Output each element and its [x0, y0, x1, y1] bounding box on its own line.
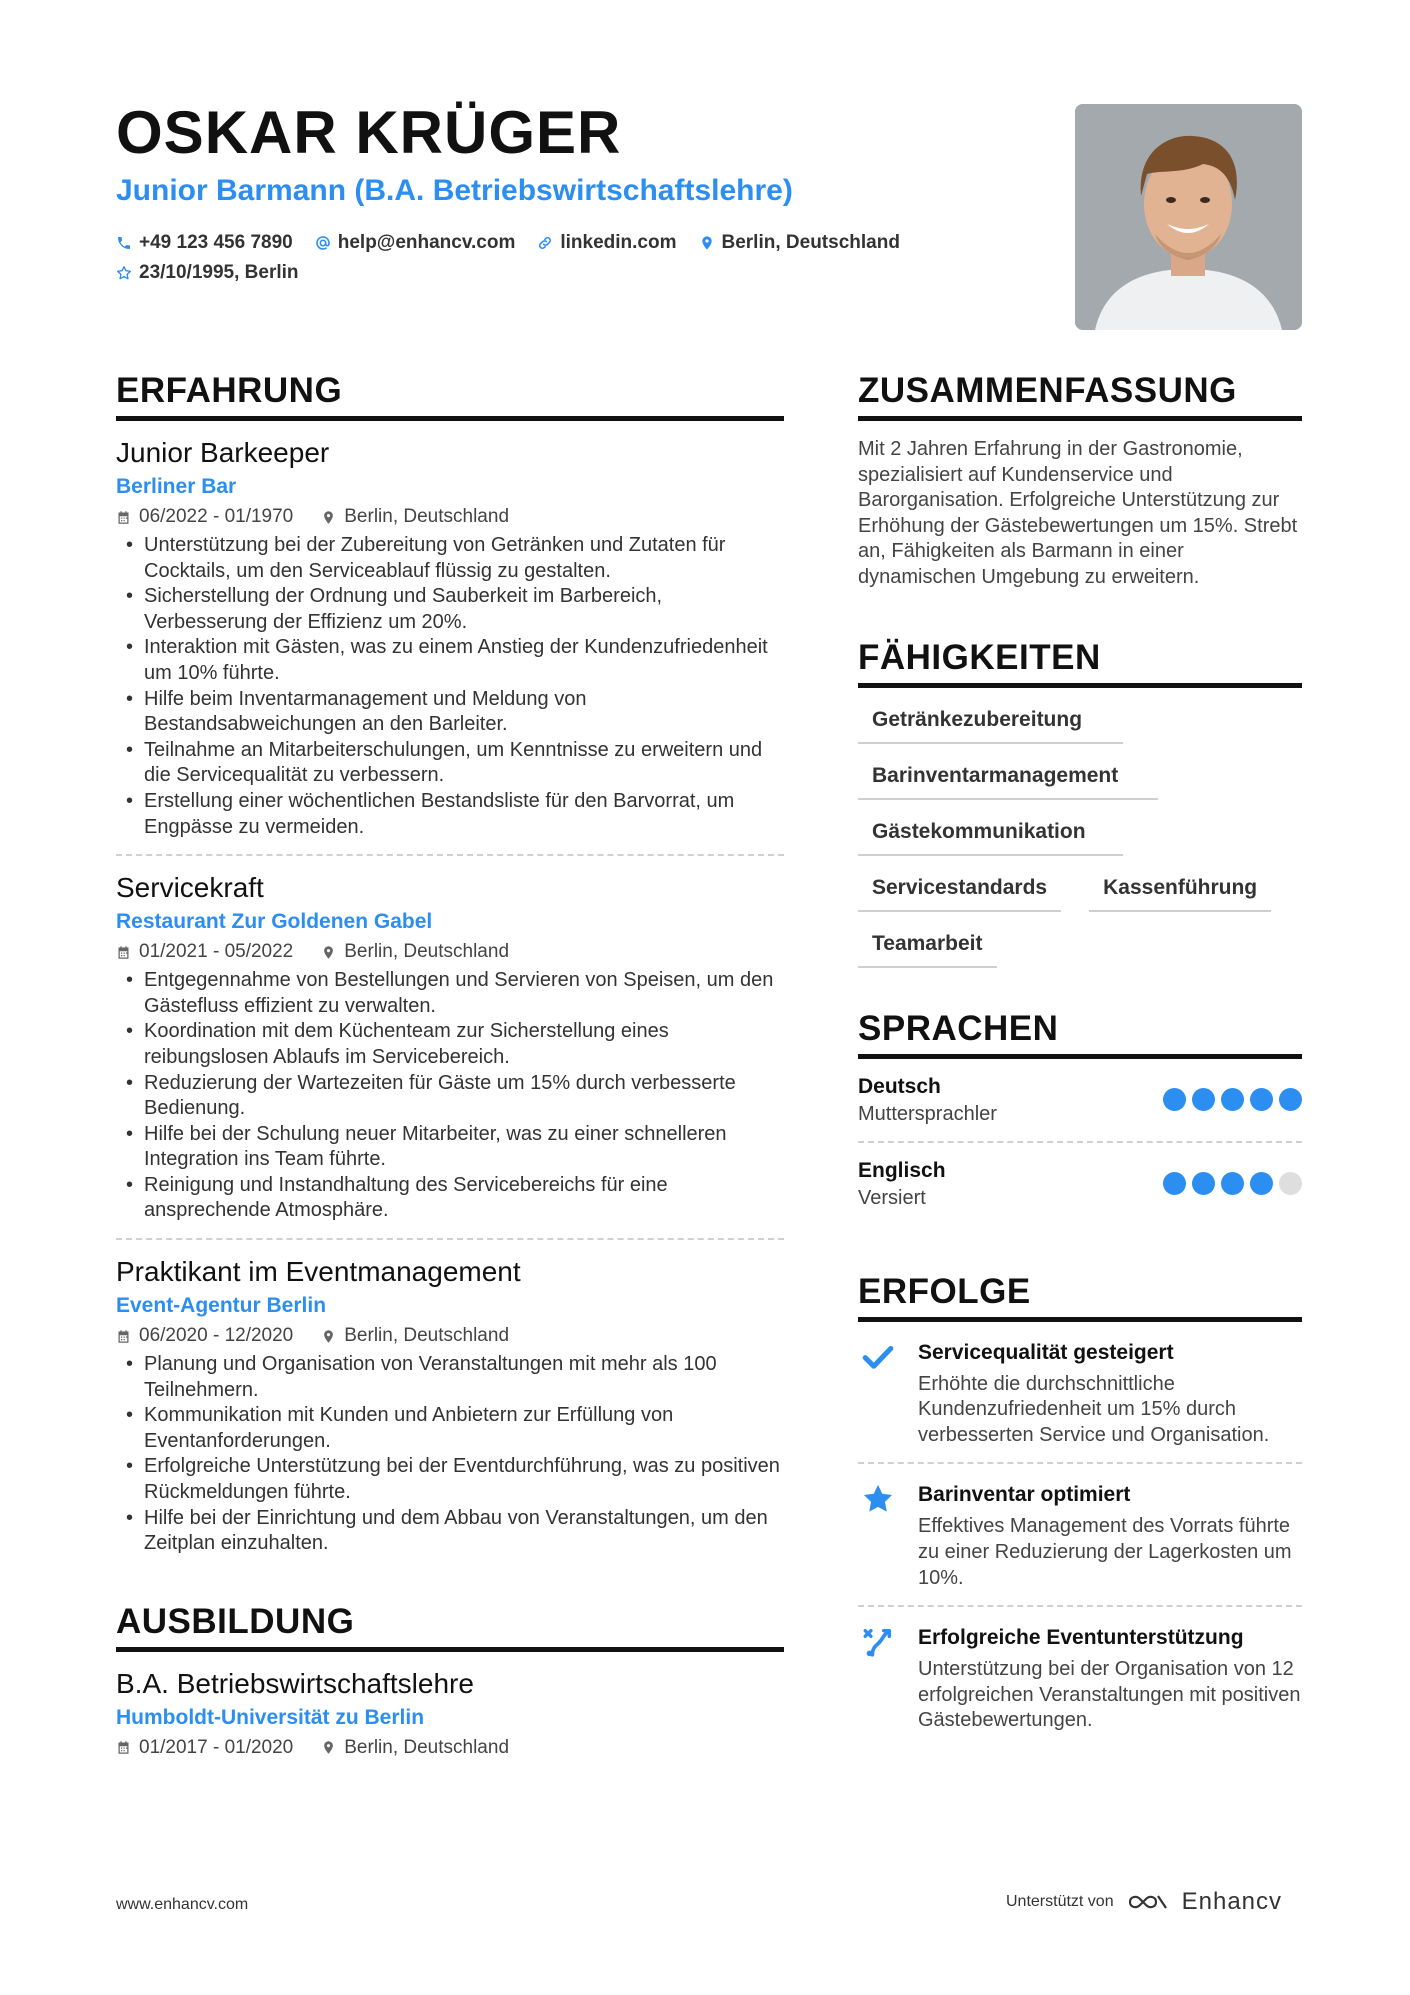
- achievements-heading: ERFOLGE: [858, 1271, 1302, 1322]
- location-pin-icon: [321, 945, 336, 960]
- job-title: Junior Barkeeper: [116, 437, 330, 468]
- job-title: Praktikant im Eventmanagement: [116, 1256, 521, 1288]
- bullet-item: • Teilnahme an Mitarbeiterschulungen, um Kenntnisse zu erweitern und die Servicequalität zu verbessern.: [116, 738, 784, 789]
- job-location: Berlin, Deutschland: [344, 1325, 510, 1347]
- birth-contact: [116, 262, 299, 284]
- job-title: Servicekraft: [116, 872, 264, 904]
- bullet-item: • Hilfe bei der Einrichtung und dem Abbau von Veranstaltungen, um den Zeitplan einzuhalten.: [116, 1506, 784, 1557]
- bullet-item: • Planung und Organisation von Veranstaltungen mit mehr als 100 Teilnehmern.: [116, 1352, 784, 1403]
- profile-photo: [1075, 104, 1302, 330]
- rating-dot-filled: [1221, 1172, 1244, 1195]
- star-icon: [861, 1482, 895, 1516]
- skill-tag: Kassenführung: [1089, 870, 1271, 912]
- summary-text: Mit 2 Jahren Erfahrung in der Gastronomie, spezialisiert auf Kundenservice und Barorganisation. Erfolgreiche Unterstützung zur Erhöhung der Gästebewertungen um 15%. Strebt an, Fähigkeiten als Barmann in einer dynamischen Umgebung zu erweitern.: [858, 438, 1298, 588]
- achievement-desc: Unterstützung bei der Organisation von 12 erfolgreichen Veranstaltungen mit positiven Gästebewertungen.: [918, 1658, 1301, 1732]
- birth-text: 23/10/1995, Berlin: [139, 262, 299, 283]
- email-contact[interactable]: [315, 232, 516, 254]
- bullet-item: • Erstellung einer wöchentlichen Bestandsliste für den Barvorrat, um Engpässe zu vermeiden.: [116, 789, 784, 840]
- job-bullets: [116, 968, 784, 1224]
- job-bullets: [116, 533, 784, 840]
- job-meta: [116, 938, 784, 966]
- language-name: Englisch: [858, 1158, 946, 1182]
- language-rating: [1163, 1172, 1302, 1195]
- language-name: Deutsch: [858, 1074, 941, 1098]
- company-name: Berliner Bar: [116, 475, 237, 498]
- rating-dot-filled: [1192, 1172, 1215, 1195]
- job-bullets: [116, 1352, 784, 1557]
- at-icon: [315, 235, 331, 251]
- phone-icon: [116, 235, 132, 251]
- rating-dot-filled: [1192, 1088, 1215, 1111]
- bullet-item: • Hilfe bei der Schulung neuer Mitarbeiter, was zu einer schnelleren Integration ins Team führte.: [116, 1122, 784, 1173]
- experience-heading: ERFAHRUNG: [116, 370, 784, 421]
- enhancv-logo-icon: [1126, 1890, 1170, 1914]
- bullet-item: • Hilfe beim Inventarmanagement und Meldung von Bestandsabweichungen an den Barleiter.: [116, 687, 784, 738]
- bullet-item: • Reinigung und Instandhaltung des Servicebereichs für eine ansprechende Atmosphäre.: [116, 1173, 784, 1224]
- phone-contact[interactable]: [116, 232, 293, 254]
- achievement-desc: Erhöhte die durchschnittliche Kundenzufriedenheit um 15% durch verbesserten Service und Organisation.: [918, 1372, 1270, 1446]
- job-location: Berlin, Deutschland: [344, 941, 510, 963]
- achievement-title: Servicequalität gesteigert: [918, 1340, 1174, 1364]
- bullet-item: • Entgegennahme von Bestellungen und Servieren von Speisen, um den Gästefluss effizient zu verwalten.: [116, 968, 784, 1019]
- calendar-icon: [116, 1329, 131, 1344]
- job-meta: [116, 503, 784, 531]
- skill-tag: Teamarbeit: [858, 926, 997, 968]
- language-level: Versiert: [858, 1186, 926, 1209]
- avatar-icon: [1075, 104, 1302, 330]
- job-meta: [116, 1322, 784, 1350]
- job-dates: 06/2022 - 01/1970: [139, 506, 294, 527]
- rating-dot-filled: [1163, 1088, 1186, 1111]
- bullet-item: • Koordination mit dem Küchenteam zur Sicherstellung eines reibungslosen Ablaufs im Servicebereich.: [116, 1019, 784, 1070]
- achievement-title: Erfolgreiche Eventunterstützung: [918, 1626, 1244, 1650]
- rating-dot-filled: [1163, 1172, 1186, 1195]
- location-pin-icon: [321, 510, 336, 525]
- achievement-item: [858, 1322, 1302, 1463]
- job-dates: 01/2021 - 05/2022: [139, 941, 294, 963]
- achievement-desc: Effektives Management des Vorrats führte zu einer Reduzierung der Lagerkosten um 10%.: [918, 1515, 1292, 1589]
- rating-dot-filled: [1221, 1088, 1244, 1111]
- rating-dot-filled: [1250, 1172, 1273, 1195]
- education-meta: [116, 1734, 784, 1762]
- bullet-item: • Sicherstellung der Ordnung und Sauberkeit im Barbereich, Verbesserung der Effizienz um 20%.: [116, 584, 784, 635]
- location-text: Berlin, Deutschland: [721, 232, 900, 253]
- job-location: Berlin, Deutschland: [344, 506, 510, 527]
- summary-heading: ZUSAMMENFASSUNG: [858, 370, 1302, 421]
- company-name: Event-Agentur Berlin: [116, 1294, 327, 1318]
- star-outline-icon: [116, 265, 132, 281]
- email-text: help@enhancv.com: [337, 232, 516, 253]
- job-entry: [116, 421, 784, 856]
- location-contact: [699, 232, 900, 254]
- education-location: Berlin, Deutschland: [344, 1736, 510, 1758]
- skill-tag: Barinventarmanagement: [858, 758, 1158, 800]
- languages-heading: SPRACHEN: [858, 1008, 1302, 1059]
- language-rating: [1163, 1088, 1302, 1111]
- right-column: [858, 370, 1302, 1748]
- education-heading: AUSBILDUNG: [116, 1601, 784, 1652]
- achievement-item: [858, 1464, 1302, 1605]
- job-dates: 06/2020 - 12/2020: [139, 1325, 294, 1347]
- company-name: Restaurant Zur Goldenen Gabel: [116, 910, 433, 934]
- skills-list: [858, 702, 1302, 968]
- job-entry: [116, 856, 784, 1240]
- location-pin-icon: [321, 1740, 336, 1755]
- linkedin-text: linkedin.com: [560, 232, 677, 253]
- language-level: Muttersprachler: [858, 1102, 997, 1125]
- footer-website[interactable]: www.enhancv.com: [116, 1896, 249, 1913]
- rating-dot-empty: [1279, 1172, 1302, 1195]
- achievement-title: Barinventar optimiert: [918, 1483, 1131, 1507]
- calendar-icon: [116, 510, 131, 525]
- location-pin-icon: [699, 235, 715, 251]
- skill-tag: Servicestandards: [858, 870, 1061, 912]
- skill-tag: Getränkezubereitung: [858, 702, 1123, 744]
- candidate-name: OSKAR KRÜGER: [116, 99, 622, 166]
- calendar-icon: [116, 1740, 131, 1755]
- check-icon: [861, 1340, 895, 1374]
- job-entry: [116, 1240, 784, 1557]
- link-icon: [537, 235, 553, 251]
- strategy-icon: [861, 1625, 895, 1659]
- phone-text: +49 123 456 7890: [139, 232, 293, 253]
- language-item: [858, 1143, 1302, 1225]
- calendar-icon: [116, 945, 131, 960]
- left-column: [116, 370, 784, 1762]
- candidate-role: Junior Barmann (B.A. Betriebswirtschaftslehre): [116, 174, 793, 207]
- language-item: [858, 1059, 1302, 1141]
- skill-tag: Gästekommunikation: [858, 814, 1123, 856]
- degree-title: B.A. Betriebswirtschaftslehre: [116, 1667, 474, 1699]
- school-name: Humboldt-Universität zu Berlin: [116, 1705, 425, 1729]
- bullet-item: • Kommunikation mit Kunden und Anbietern zur Erfüllung von Eventanforderungen.: [116, 1403, 784, 1454]
- education-entry: [116, 1652, 784, 1762]
- footer-branding: [1006, 1888, 1282, 1916]
- rating-dot-filled: [1279, 1088, 1302, 1111]
- skills-heading: FÄHIGKEITEN: [858, 637, 1302, 688]
- bullet-item: • Erfolgreiche Unterstützung bei der Eventdurchführung, was zu positiven Rückmeldungen führte.: [116, 1454, 784, 1505]
- contact-info: [116, 228, 1016, 288]
- brand-name: Enhancv: [1181, 1888, 1283, 1915]
- bullet-item: • Reduzierung der Wartezeiten für Gäste um 15% durch verbesserte Bedienung.: [116, 1071, 784, 1122]
- rating-dot-filled: [1250, 1088, 1273, 1111]
- achievement-item: [858, 1607, 1302, 1748]
- bullet-item: • Interaktion mit Gästen, was zu einem Anstieg der Kundenzufriedenheit um 10% führte.: [116, 635, 784, 686]
- linkedin-contact[interactable]: [537, 232, 676, 254]
- bullet-item: • Unterstützung bei der Zubereitung von Getränken und Zutaten für Cocktails, um den Serviceablauf flüssig zu gestalten.: [116, 533, 784, 584]
- location-pin-icon: [321, 1329, 336, 1344]
- education-dates: 01/2017 - 01/2020: [139, 1736, 294, 1758]
- powered-by-text: Unterstützt von: [1006, 1893, 1114, 1910]
